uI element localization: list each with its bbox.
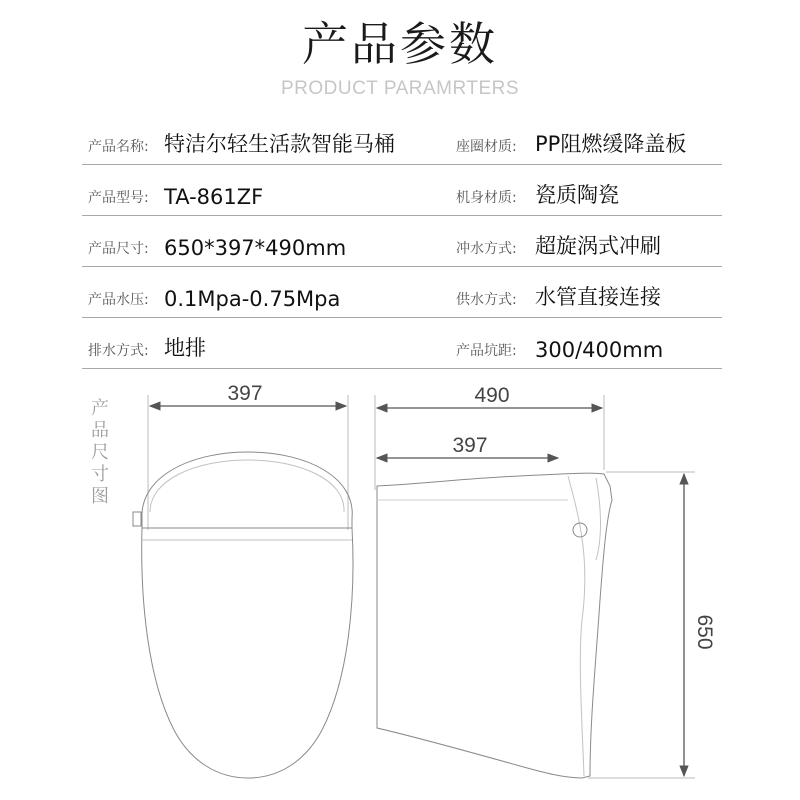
spec-label: 产品坑距: <box>456 343 517 359</box>
page-subtitle: PRODUCT PARAMRTERS <box>280 78 520 99</box>
spec-value: 特洁尔轻生活款智能马桶 <box>164 132 395 156</box>
page-title: 产品参数 <box>302 17 498 71</box>
spec-value: PP阻燃缓降盖板 <box>535 132 687 156</box>
spec-label: 座圈材质: <box>456 139 517 155</box>
side-depth-value: 490 <box>474 384 510 407</box>
spec-label: 产品尺寸: <box>88 241 149 257</box>
spec-value: 地排 <box>164 336 206 360</box>
spec-value: 650*397*490mm <box>164 236 347 260</box>
spec-label: 供水方式: <box>456 292 517 308</box>
spec-label: 产品名称: <box>88 139 149 155</box>
front-view <box>133 395 353 778</box>
back-panel-edge <box>596 478 601 560</box>
toilet-lid <box>142 452 352 528</box>
side-width-value: 397 <box>452 434 488 457</box>
spec-value: 瓷质陶瓷 <box>535 183 619 207</box>
spec-label: 排水方式: <box>88 343 149 359</box>
front-width-value: 397 <box>227 382 263 405</box>
spec-label: 机身材质: <box>456 190 517 206</box>
toilet-front-body <box>142 528 353 778</box>
spec-label: 产品型号: <box>88 190 149 206</box>
tank-top-outline <box>377 473 612 500</box>
toilet-side-body <box>377 490 612 778</box>
side-button <box>133 512 141 526</box>
height-value: 650 <box>693 614 716 650</box>
spec-value: TA-861ZF <box>164 185 264 209</box>
side-view <box>375 395 695 778</box>
spec-label: 产品水压: <box>88 292 149 308</box>
spec-value: 水管直接连接 <box>535 285 661 309</box>
spec-value: 300/400mm <box>535 338 664 362</box>
back-panel-curve <box>568 476 585 776</box>
spec-value: 0.1Mpa-0.75Mpa <box>164 287 341 311</box>
spec-label: 冲水方式: <box>456 241 517 257</box>
spec-value: 超旋涡式冲刷 <box>535 234 661 258</box>
toilet-lid-inner-edge <box>150 460 344 512</box>
dimension-diagram-label: 产品尺寸图 <box>91 398 109 507</box>
